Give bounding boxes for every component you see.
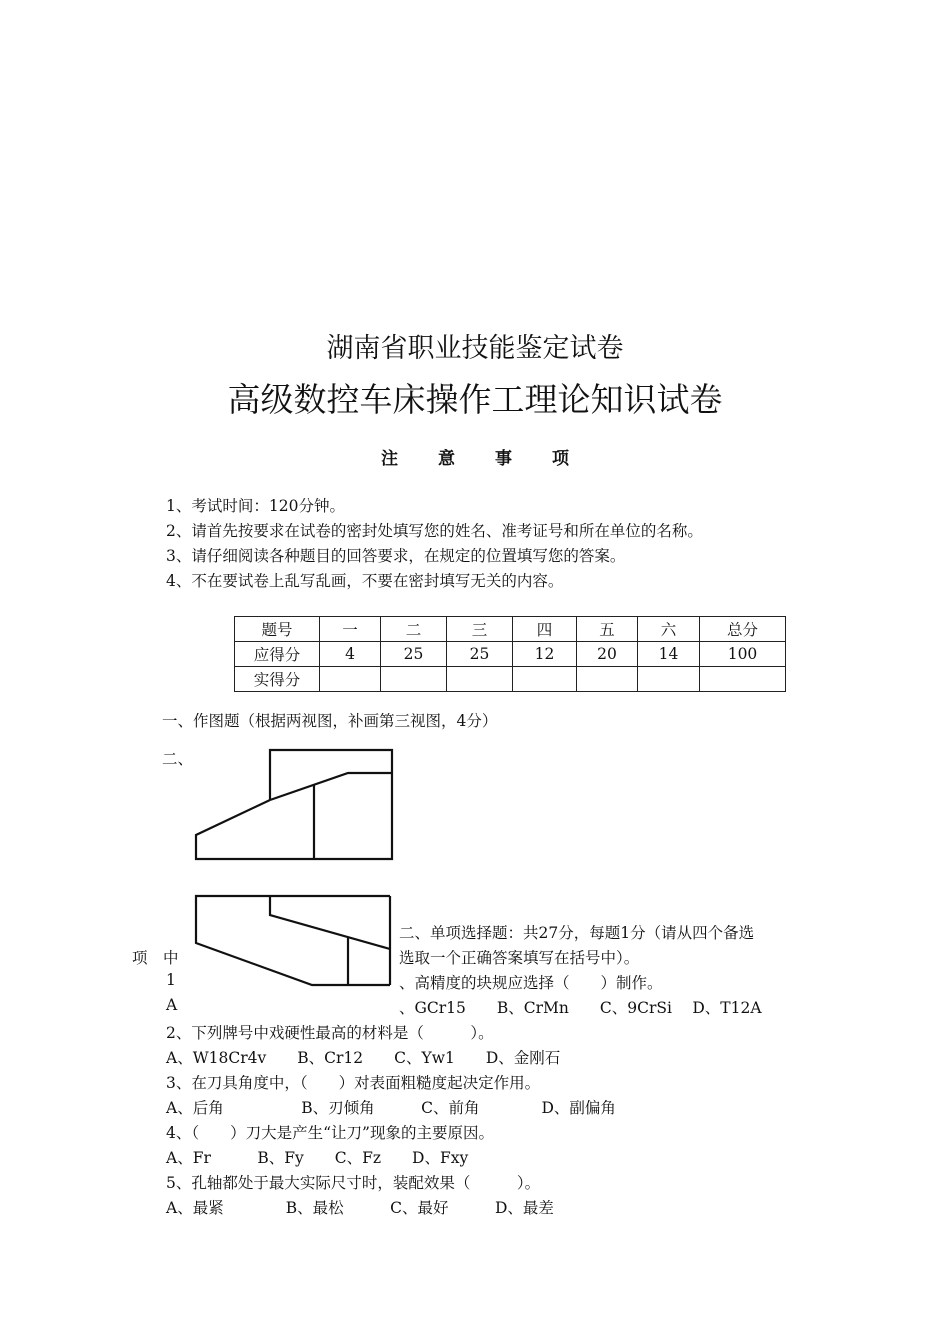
table-cell: 六: [638, 617, 700, 642]
table-cell: 4: [320, 642, 381, 667]
q2-options: A、W18Cr4v B、Cr12 C、Yw1 D、金刚石: [166, 1049, 561, 1067]
table-cell: 四: [513, 617, 577, 642]
table-cell: 总分: [700, 617, 786, 642]
table-cell: 五: [577, 617, 638, 642]
table-cell: 三: [447, 617, 513, 642]
section2-title-part1: 二、单项选择题：共27分，每题1分（请从四个备选: [399, 924, 755, 942]
exam-title: 高级数控车床操作工理论知识试卷: [227, 380, 723, 419]
table-cell: 25: [381, 642, 447, 667]
q1-text: 、高精度的块规应选择（ ）制作。: [399, 974, 663, 992]
section2-title-left: 项 中: [132, 949, 179, 967]
front-view-drawing: [196, 750, 392, 859]
notice-item-3: 3、请仔细阅读各种题目的回答要求，在规定的位置填写您的答案。: [166, 547, 626, 565]
q3-options: A、后角 B、刃倾角 C、前角 D、副偏角: [166, 1099, 616, 1117]
table-cell: 12: [513, 642, 577, 667]
top-view-drawing: [196, 896, 390, 985]
table-cell: 二: [381, 617, 447, 642]
q1-options: 、GCr15 B、CrMn C、9CrSi D、T12A: [399, 999, 762, 1017]
table-cell: 14: [638, 642, 700, 667]
q5-text: 5、孔轴都处于最大实际尺寸时，装配效果（ ）。: [166, 1174, 541, 1192]
q2-text: 2、下列牌号中戏硬性最高的材料是（ ）。: [166, 1024, 494, 1042]
q4-options: A、Fr B、Fy C、Fz D、Fxy: [166, 1149, 469, 1167]
q3-text: 3、在刀具角度中，（ ）对表面粗糙度起决定作用。: [166, 1074, 541, 1092]
notice-item-2: 2、请首先按要求在试卷的密封处填写您的姓名、准考证号和所在单位的名称。: [166, 522, 703, 540]
section2-title-part2: 选取一个正确答案填写在括号中）。: [399, 949, 640, 967]
q4-text: 4、（ ）刀大是产生“让刀”现象的主要原因。: [166, 1124, 494, 1142]
notice-heading: 注意事项: [381, 449, 609, 469]
section1-title: 一、作图题（根据两视图，补画第三视图，4分）: [162, 712, 498, 730]
q1-option-a-label: A: [166, 996, 178, 1014]
notice-item-4: 4、不在要试卷上乱写乱画，不要在密封填写无关的内容。: [166, 572, 564, 590]
exam-authority-title: 湖南省职业技能鉴定试卷: [326, 333, 624, 364]
table-cell: 应得分: [235, 642, 320, 667]
table-cell: 一: [320, 617, 381, 642]
table-cell: 实得分: [235, 667, 320, 692]
table-cell: 100: [700, 642, 786, 667]
table-cell: 20: [577, 642, 638, 667]
table-cell: 25: [447, 642, 513, 667]
section1-stray-label: 二、: [162, 750, 194, 768]
q5-options: A、最紧 B、最松 C、最好 D、最差: [166, 1199, 554, 1217]
table-cell: 题号: [235, 617, 320, 642]
notice-item-1: 1、考试时间：120分钟。: [166, 497, 345, 515]
q1-number: 1: [166, 971, 176, 989]
